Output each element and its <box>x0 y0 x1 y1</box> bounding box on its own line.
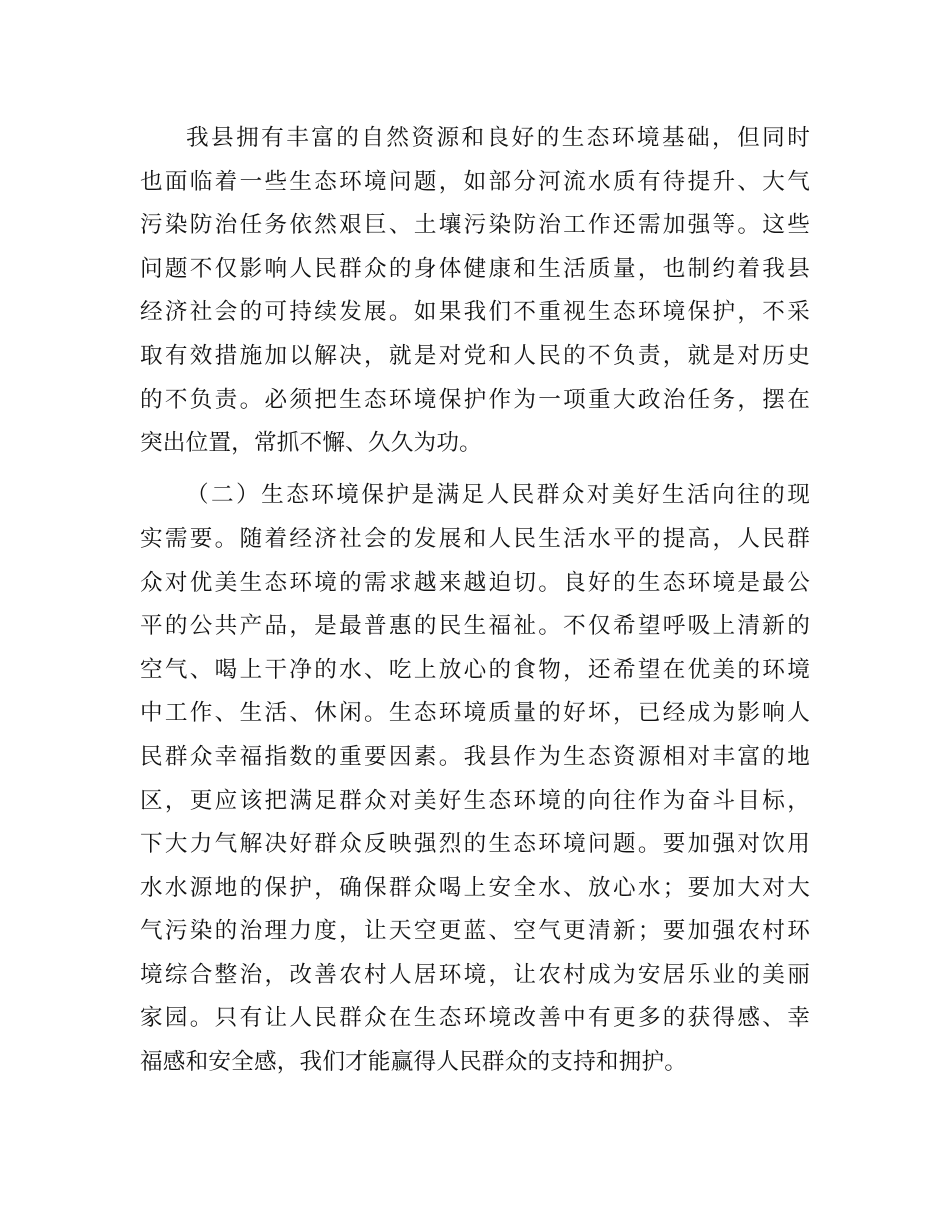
paragraph-2-line: 中工作、生活、休闲。生态环境质量的好坏，已经成为影响人 <box>140 700 810 727</box>
paragraph-2-line: 福感和安全感，我们才能赢得人民群众的支持和拥护。 <box>140 1049 688 1076</box>
paragraph-1-line: 的不负责。必须把生态环境保护作为一项重大政治任务，摆在 <box>140 386 810 413</box>
paragraph-2-line: 下大力气解决好群众反映强烈的生态环境问题。要加强对饮用 <box>140 831 810 858</box>
paragraph-1-line: 我县拥有丰富的自然资源和良好的生态环境基础，但同时 <box>186 125 810 151</box>
paragraph-2-line: 气污染的治理力度，让天空更蓝、空气更清新；要加强农村环 <box>140 918 810 945</box>
paragraph-1-line: 问题不仅影响人民群众的身体健康和生活质量，也制约着我县 <box>140 255 810 282</box>
paragraph-1-line: 取有效措施加以解决，就是对党和人民的不负责，就是对历史 <box>140 342 810 369</box>
paragraph-2-line: 众对优美生态环境的需求越来越迫切。良好的生态环境是最公 <box>140 569 810 596</box>
paragraph-1-line: 经济社会的可持续发展。如果我们不重视生态环境保护，不采 <box>140 299 810 326</box>
paragraph-2-line: 区，更应该把满足群众对美好生态环境的向往作为奋斗目标， <box>140 787 810 814</box>
paragraph-2-line: 水水源地的保护，确保群众喝上安全水、放心水；要加大对大 <box>140 874 810 901</box>
paragraph-2-line: （二）生态环境保护是满足人民群众对美好生活向往的现 <box>186 482 810 509</box>
paragraph-2-line: 民群众幸福指数的重要因素。我县作为生态资源相对丰富的地 <box>140 743 810 770</box>
paragraph-2-line: 境综合整治，改善农村人居环境，让农村成为安居乐业的美丽 <box>140 961 810 988</box>
paragraph-2-line: 平的公共产品，是最普惠的民生福祉。不仅希望呼吸上清新的 <box>140 613 810 640</box>
paragraph-2 <box>140 474 810 1084</box>
paragraph-2-line: 空气、喝上干净的水、吃上放心的食物，还希望在优美的环境 <box>140 656 810 683</box>
paragraph-2-line: 家园。只有让人民群众在生态环境改善中有更多的获得感、幸 <box>140 1005 810 1032</box>
paragraph-1 <box>140 117 810 466</box>
paragraph-1-line: 污染防治任务依然艰巨、土壤污染防治工作还需加强等。这些 <box>140 212 810 239</box>
paragraph-2-line: 实需要。随着经济社会的发展和人民生活水平的提高，人民群 <box>140 525 810 552</box>
document-body <box>140 117 810 1085</box>
paragraph-1-line: 也面临着一些生态环境问题，如部分河流水质有待提升、大气 <box>140 168 810 195</box>
paragraph-1-line: 突出位置，常抓不懈、久久为功。 <box>140 430 482 457</box>
